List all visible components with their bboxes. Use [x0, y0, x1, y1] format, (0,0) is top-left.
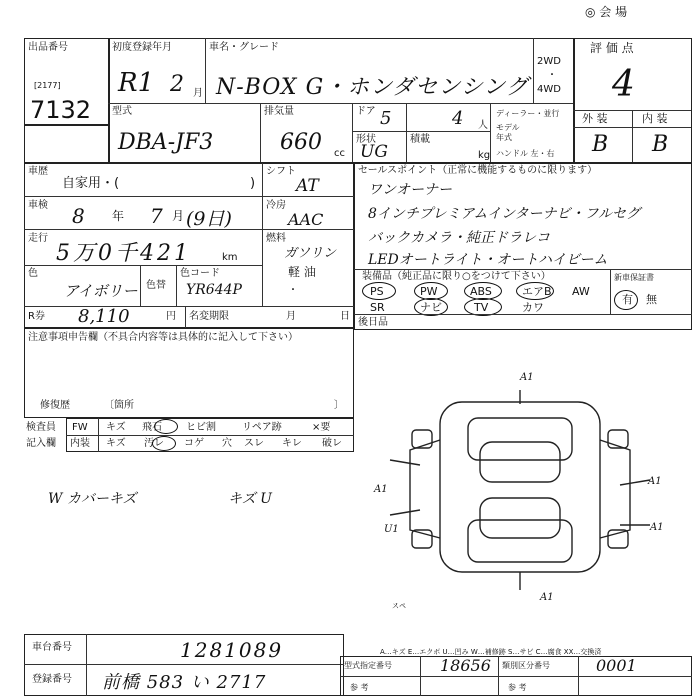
sales-label: セールスポイント（正常に機能するものに限ります） — [358, 165, 598, 176]
hand-note-1: W カバーキズ — [48, 491, 137, 507]
capacity-unit: 人 — [478, 120, 488, 131]
door-label: ドア — [356, 106, 376, 117]
drive-sep: ・ — [547, 70, 557, 81]
name-change-month: 月 — [286, 311, 296, 322]
color-code-value: YR644P — [186, 282, 242, 298]
ac-label: 冷房 — [266, 200, 286, 211]
fuel-label: 燃料 — [266, 233, 286, 244]
name-value: N-BOX G・ホンダセンシング — [216, 75, 529, 100]
capacity-value: 4 — [452, 108, 464, 129]
insp-int-burn: コゲ — [184, 438, 204, 449]
sales-line-1: ワンオーナー — [368, 182, 452, 198]
history-label: 車歴 — [28, 166, 48, 177]
equip-pw: PW — [420, 285, 438, 298]
inspect-day: (9日) — [186, 208, 232, 230]
warranty-yes: 有 — [622, 293, 633, 306]
mileage-unit: km — [222, 252, 238, 263]
chassis-label: 車台番号 — [32, 642, 72, 653]
weight-unit: kg — [478, 150, 491, 161]
ref-2: 参 考 — [508, 683, 527, 692]
history-close: ) — [250, 176, 256, 191]
model-type-value: 18656 — [440, 656, 491, 675]
repair-label: 修復歴 — [40, 400, 70, 411]
fuel-diesel: 軽 油 — [288, 265, 316, 279]
sales-line-3: バックカメラ・純正ドラレコ — [368, 230, 550, 246]
shape-value: UG — [360, 142, 388, 162]
insp-interior: 内装 — [70, 438, 90, 449]
insp-int-scratch: キズ — [106, 438, 126, 449]
name-label: 車名・グレード — [209, 42, 279, 53]
equip-airbag-circle — [516, 282, 554, 300]
after-label: 後日品 — [358, 317, 388, 328]
lot-number: 7132 — [30, 96, 92, 124]
name-change-day: 日 — [340, 311, 350, 322]
color-label: 色 — [28, 268, 38, 279]
grade-label: 評 価 点 — [590, 41, 634, 55]
insp-required: ×要 — [312, 422, 331, 433]
insp-int-tear: 破レ — [322, 438, 342, 449]
hand-note-2: キズ U — [228, 491, 272, 507]
plate-value: 前橋 583 い 2717 — [102, 672, 267, 693]
equip-sr: SR — [370, 301, 385, 314]
ref-1: 参 考 — [350, 683, 369, 692]
mark-right-front: A1 — [648, 476, 662, 487]
header-mark: ◎ 会 場 — [585, 5, 628, 19]
ac-value: AAC — [288, 210, 324, 229]
equip-leather: カワ — [522, 301, 544, 314]
equip-navi: ナビ — [420, 301, 442, 314]
mark-left-front: A1 — [374, 484, 388, 495]
insp-crack: ヒビ割 — [186, 422, 216, 433]
ticket-value: 8,110 — [78, 306, 130, 327]
chassis-value: 1281089 — [180, 638, 284, 662]
insp-chip: 飛石 — [142, 422, 162, 433]
insp-int-wear: スレ — [244, 438, 264, 449]
reg-label: 初度登録年月 — [112, 42, 172, 53]
warranty-yes-circle — [614, 290, 638, 310]
inspect-month-unit: 月 — [172, 209, 185, 223]
reg-month: 2 — [170, 72, 184, 97]
warranty-no: 無 — [646, 293, 657, 306]
equip-tv: TV — [474, 301, 489, 314]
equip-ps-circle — [362, 282, 396, 300]
door-value: 5 — [380, 108, 392, 129]
history-value: 自家用・( — [62, 176, 120, 191]
legend: A…キズ E…エクボ U…凹み W…補修跡 S…サビ C…腐食 XX…交換済 — [380, 648, 602, 656]
ticket-unit: 円 — [166, 311, 176, 322]
mileage-value: 5万0千421 — [56, 241, 191, 266]
spare-label: スペ — [392, 602, 406, 610]
equip-airbag: エアB — [522, 285, 552, 298]
repair-close: 〕 — [334, 400, 344, 411]
color-change-label: 色替 — [146, 280, 166, 291]
type-label: 型式 — [112, 106, 132, 117]
reg-value: R1 — [118, 68, 155, 98]
model-label: モデル — [496, 123, 520, 132]
exterior-grade: B — [592, 132, 609, 157]
grade-value: 4 — [612, 64, 635, 105]
color-value: アイボリー — [64, 282, 138, 300]
insp-chip-circle — [154, 419, 178, 434]
notes-label: 注意事項申告欄（不具合内容等は具体的に記入して下さい） — [28, 332, 298, 343]
name-change-label: 名変期限 — [189, 311, 229, 322]
handle-option: ハンドル 左・右 — [496, 149, 555, 158]
mark-left-rear: U1 — [384, 524, 399, 535]
capacity-label: 積載 — [410, 134, 430, 145]
color-code-label: 色コード — [180, 268, 220, 279]
warranty-label: 新車保証書 — [614, 273, 654, 282]
ticket-label: R券 — [28, 311, 45, 322]
insp-int-dirt: 汚レ — [144, 438, 164, 449]
shift-label: シフト — [266, 166, 296, 177]
mark-rear: A1 — [540, 592, 554, 603]
disp-label: 排気量 — [264, 106, 294, 117]
repair-bracket: 〔箇所 — [104, 400, 134, 411]
plate-label: 登録番号 — [32, 674, 72, 685]
inspect-year-unit: 年 — [112, 209, 125, 223]
sales-line-2: 8インチプレミアムインターナビ・フルセグ — [368, 206, 640, 222]
shift-value: AT — [296, 176, 319, 196]
disp-unit: cc — [334, 148, 345, 159]
insp-int-cut: キレ — [282, 438, 302, 449]
inspector-label-1: 検査員 — [26, 422, 56, 433]
insp-repair: リペア跡 — [242, 422, 282, 433]
lot-label: 出品番号 — [28, 42, 68, 53]
model-type-label: 型式指定番号 — [344, 661, 392, 670]
exterior-label: 外 装 — [582, 112, 608, 125]
category-value: 0001 — [596, 656, 637, 675]
reg-month-unit: 月 — [193, 88, 203, 99]
inspector-label-2: 記入欄 — [26, 438, 56, 449]
interior-label: 内 装 — [642, 112, 668, 125]
fuel-gasoline: ガソリン — [284, 246, 337, 261]
equip-abs: ABS — [470, 285, 492, 298]
drive-4wd: 4WD — [537, 84, 561, 95]
fuel-dot: ・ — [288, 285, 298, 296]
mark-front: A1 — [520, 372, 534, 383]
insp-fw: FW — [72, 422, 88, 433]
shape-label: 形状 — [356, 134, 376, 145]
insp-scratch: キズ — [106, 422, 126, 433]
interior-grade: B — [652, 132, 669, 157]
equip-ps: PS — [370, 285, 384, 298]
type-value: DBA-JF3 — [118, 130, 214, 155]
sales-line-4: LEDオートライト・オートハイビーム — [368, 252, 608, 268]
mileage-label: 走行 — [28, 233, 48, 244]
inspect-year: 8 — [72, 204, 85, 228]
car-diagram — [360, 370, 690, 620]
inspect-month: 7 — [150, 204, 163, 228]
lot-sub: [2177] — [34, 81, 61, 90]
model-year-label: 年式 — [496, 133, 512, 142]
equipment-label: 装備品（純正品に限り○をつけて下さい） — [362, 271, 551, 282]
insp-int-dirt-circle — [152, 436, 176, 451]
insp-int-hole: 穴 — [222, 438, 232, 449]
mark-right-rear: A1 — [650, 522, 664, 533]
category-label: 類別区分番号 — [502, 661, 550, 670]
dealer-option: ディーラー・並行 — [496, 109, 560, 118]
drive-2wd: 2WD — [537, 56, 561, 67]
inspect-label: 車検 — [28, 200, 48, 211]
equip-aw: AW — [572, 285, 590, 298]
disp-value: 660 — [280, 130, 322, 155]
